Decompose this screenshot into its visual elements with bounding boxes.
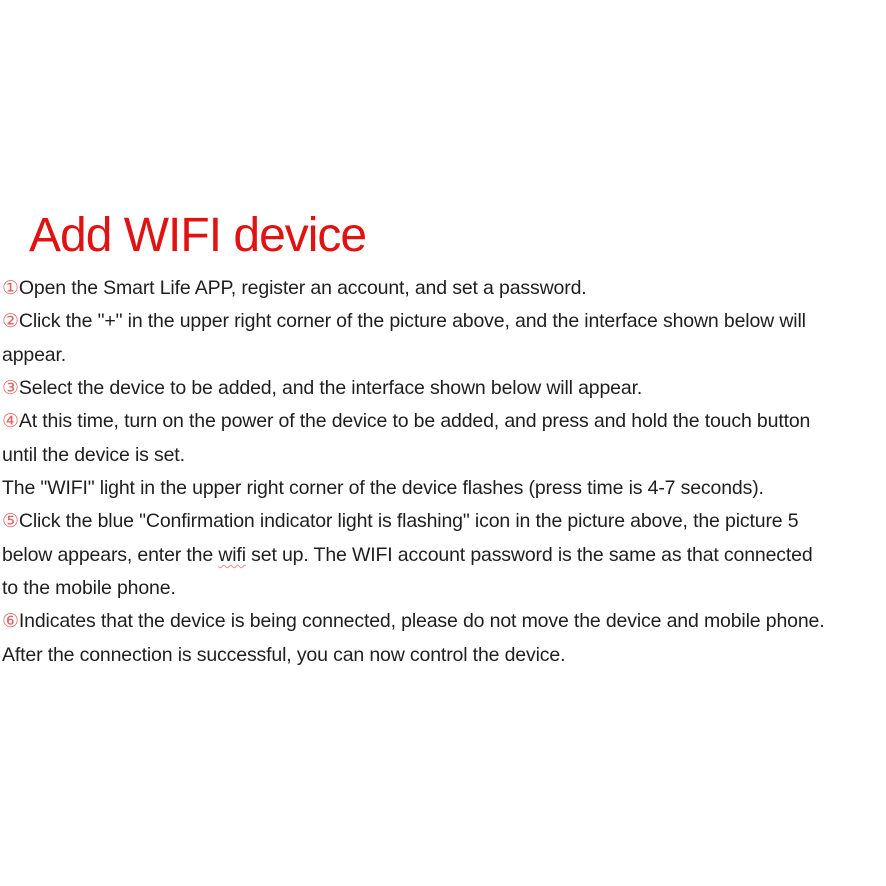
instruction-text-block [2, 272, 886, 672]
text-line [2, 305, 886, 338]
line-text: After the connection is successful, you can now control the device. [2, 643, 566, 666]
line-text: set up. The WIFI account password is the same as that connected [245, 543, 813, 566]
text-line [2, 372, 886, 405]
step-marker: ③ [2, 377, 19, 400]
step-marker: ② [2, 310, 19, 333]
step-marker: ⑥ [2, 610, 19, 633]
text-line [2, 639, 886, 672]
text-line [2, 272, 886, 305]
text-line [2, 405, 886, 438]
page-title: Add WIFI device [29, 209, 367, 262]
step-marker: ④ [2, 410, 19, 433]
line-text: The "WIFI" light in the upper right corner of the device flashes (press time is 4-7 seconds). [2, 477, 764, 500]
text-line [2, 339, 886, 372]
misspelled-word: wifi [218, 543, 246, 566]
line-text: appear. [2, 343, 67, 366]
text-line [2, 539, 886, 572]
line-text: Click the blue "Confirmation indicator light is flashing" icon in the picture above, the picture 5 [18, 510, 799, 533]
line-text: Indicates that the device is being connected, please do not move the device and mobile phone. [18, 610, 825, 633]
step-marker: ① [2, 277, 19, 299]
text-line [2, 605, 886, 638]
line-text: Select the device to be added, and the interface shown below will appear. [18, 377, 643, 400]
line-text: below appears, enter the [2, 543, 219, 566]
line-text: until the device is set. [2, 443, 185, 466]
text-line [2, 505, 886, 538]
line-text: Open the Smart Life APP, register an account, and set a password. [18, 277, 587, 299]
line-text: Click the "+" in the upper right corner of the picture above, and the interface shown below will [18, 310, 806, 333]
step-marker: ⑤ [2, 510, 19, 533]
line-text: to the mobile phone. [2, 577, 176, 600]
text-line [2, 472, 886, 505]
text-line [2, 439, 886, 472]
text-line [2, 572, 886, 605]
line-text: At this time, turn on the power of the device to be added, and press and hold the touch button [18, 410, 811, 433]
